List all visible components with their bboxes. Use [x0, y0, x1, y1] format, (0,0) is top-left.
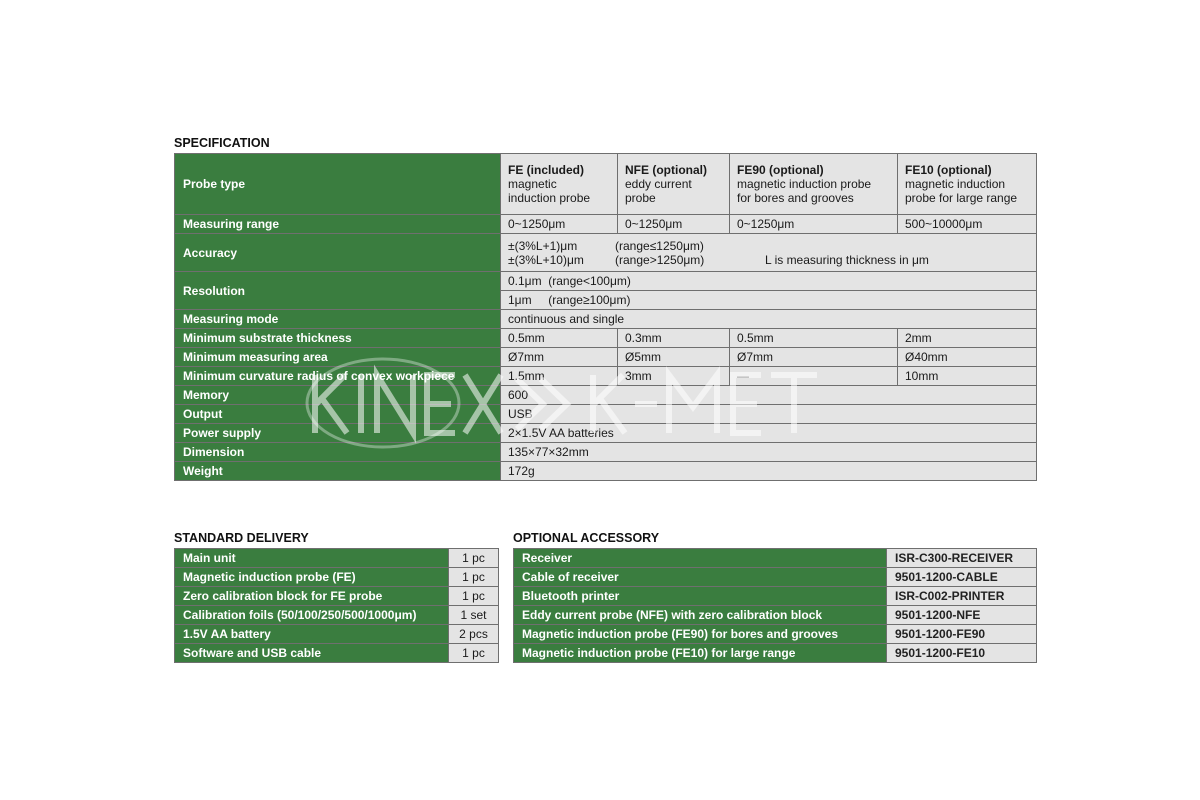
accuracy-value: ±(3%L+10)μm	[508, 252, 584, 267]
table-row	[514, 644, 1037, 663]
probe-name: FE (included)	[508, 163, 584, 177]
delivery-title: STANDARD DELIVERY	[174, 531, 309, 545]
accessory-title: OPTIONAL ACCESSORY	[513, 531, 660, 545]
spec-value: 0.1μm (range<100μm)	[501, 272, 1037, 291]
table-row	[514, 568, 1037, 587]
spec-row-measuring-mode	[175, 310, 1037, 329]
delivery-item: Zero calibration block for FE probe	[175, 587, 449, 606]
probe-desc: magnetic induction	[905, 177, 1006, 191]
spec-title: SPECIFICATION	[174, 136, 270, 150]
spec-label: Minimum curvature radius of convex workpiece	[175, 367, 501, 386]
spec-value: Ø5mm	[618, 348, 730, 367]
spec-row-min-area	[175, 348, 1037, 367]
delivery-item: Software and USB cable	[175, 644, 449, 663]
spec-label: Measuring range	[175, 215, 501, 234]
delivery-qty: 2 pcs	[449, 625, 499, 644]
spec-label: Dimension	[175, 443, 501, 462]
spec-value: 0.5mm	[501, 329, 618, 348]
spec-label: Output	[175, 405, 501, 424]
accuracy-line-2	[508, 253, 1029, 267]
delivery-qty: 1 pc	[449, 568, 499, 587]
accessory-code: 9501-1200-CABLE	[887, 568, 1037, 587]
spec-value: 0~1250μm	[501, 215, 618, 234]
probe-fe10-cell	[898, 154, 1037, 215]
spec-value: Ø40mm	[898, 348, 1037, 367]
accessory-item: Magnetic induction probe (FE10) for large range	[514, 644, 887, 663]
spec-row-accuracy	[175, 234, 1037, 272]
accessory-item: Cable of receiver	[514, 568, 887, 587]
spec-label: Resolution	[175, 272, 501, 310]
probe-name: NFE (optional)	[625, 163, 707, 177]
delivery-qty: 1 pc	[449, 549, 499, 568]
probe-desc: magnetic	[508, 177, 557, 191]
probe-name: FE10 (optional)	[905, 163, 992, 177]
spec-value: 1μm (range≥100μm)	[501, 291, 1037, 310]
spec-value: Ø7mm	[501, 348, 618, 367]
spec-value: 172g	[501, 462, 1037, 481]
delivery-item: Calibration foils (50/100/250/500/1000μm)	[175, 606, 449, 625]
accessory-code: 9501-1200-FE10	[887, 644, 1037, 663]
spec-row-resolution	[175, 272, 1037, 291]
table-row	[175, 625, 499, 644]
probe-desc: probe for large range	[905, 191, 1018, 205]
spec-row-weight	[175, 462, 1037, 481]
accuracy-cell	[501, 234, 1037, 272]
spec-value: Ø7mm	[730, 348, 898, 367]
accessory-code: ISR-C002-PRINTER	[887, 587, 1037, 606]
spec-label: Minimum substrate thickness	[175, 329, 501, 348]
spec-value: 2mm	[898, 329, 1037, 348]
spec-value: 0.5mm	[730, 329, 898, 348]
accuracy-range: (range>1250μm)	[615, 252, 705, 267]
spec-value: 3mm	[618, 367, 730, 386]
probe-desc: for bores and grooves	[737, 191, 854, 205]
accessory-item: Bluetooth printer	[514, 587, 887, 606]
table-row	[175, 644, 499, 663]
spec-value: 500~10000μm	[898, 215, 1037, 234]
probe-fe90-cell	[730, 154, 898, 215]
spec-value: 2×1.5V AA batteries	[501, 424, 1037, 443]
probe-nfe-cell	[618, 154, 730, 215]
probe-desc: magnetic induction probe	[737, 177, 872, 191]
spec-row-dimension	[175, 443, 1037, 462]
spec-value: 0~1250μm	[730, 215, 898, 234]
probe-name: FE90 (optional)	[737, 163, 824, 177]
spec-value: 10mm	[898, 367, 1037, 386]
spec-value: —	[730, 367, 898, 386]
table-row	[175, 606, 499, 625]
accessory-item: Receiver	[514, 549, 887, 568]
spec-label: Power supply	[175, 424, 501, 443]
spec-row-power	[175, 424, 1037, 443]
spec-value: 1.5mm	[501, 367, 618, 386]
table-row	[175, 568, 499, 587]
delivery-item: Main unit	[175, 549, 449, 568]
table-row	[514, 587, 1037, 606]
accessory-code: 9501-1200-NFE	[887, 606, 1037, 625]
accessory-code: 9501-1200-FE90	[887, 625, 1037, 644]
accuracy-range: (range≤1250μm)	[615, 238, 704, 253]
delivery-item: Magnetic induction probe (FE)	[175, 568, 449, 587]
table-row	[175, 549, 499, 568]
probe-fe-cell	[501, 154, 618, 215]
spec-row-min-substrate	[175, 329, 1037, 348]
spec-value: USB	[501, 405, 1037, 424]
spec-label: Accuracy	[175, 234, 501, 272]
spec-value: 135×77×32mm	[501, 443, 1037, 462]
accuracy-note: L is measuring thickness in μm	[765, 252, 929, 267]
specification-table	[174, 153, 1037, 481]
probe-desc: eddy current	[625, 177, 692, 191]
spec-label: Minimum measuring area	[175, 348, 501, 367]
spec-value: 600	[501, 386, 1037, 405]
delivery-item: 1.5V AA battery	[175, 625, 449, 644]
spec-row-probe-type	[175, 154, 1037, 215]
spec-label: Weight	[175, 462, 501, 481]
spec-value: 0~1250μm	[618, 215, 730, 234]
optional-accessory-table	[513, 548, 1037, 663]
spec-row-min-curvature	[175, 367, 1037, 386]
accessory-item: Magnetic induction probe (FE90) for bores and grooves	[514, 625, 887, 644]
delivery-qty: 1 pc	[449, 587, 499, 606]
standard-delivery-table	[174, 548, 499, 663]
probe-desc: induction probe	[508, 191, 591, 205]
delivery-qty: 1 set	[449, 606, 499, 625]
spec-label: Probe type	[175, 154, 501, 215]
spec-value: 0.3mm	[618, 329, 730, 348]
spec-row-memory	[175, 386, 1037, 405]
accessory-code: ISR-C300-RECEIVER	[887, 549, 1037, 568]
spec-label: Memory	[175, 386, 501, 405]
accuracy-line-1	[508, 239, 1029, 253]
spec-label: Measuring mode	[175, 310, 501, 329]
delivery-qty: 1 pc	[449, 644, 499, 663]
table-row	[514, 606, 1037, 625]
accessory-item: Eddy current probe (NFE) with zero calibration block	[514, 606, 887, 625]
accuracy-value: ±(3%L+1)μm	[508, 238, 578, 253]
table-row	[175, 587, 499, 606]
spec-value: continuous and single	[501, 310, 1037, 329]
table-row	[514, 625, 1037, 644]
probe-desc: probe	[625, 191, 656, 205]
spec-row-output	[175, 405, 1037, 424]
table-row	[514, 549, 1037, 568]
spec-row-measuring-range	[175, 215, 1037, 234]
